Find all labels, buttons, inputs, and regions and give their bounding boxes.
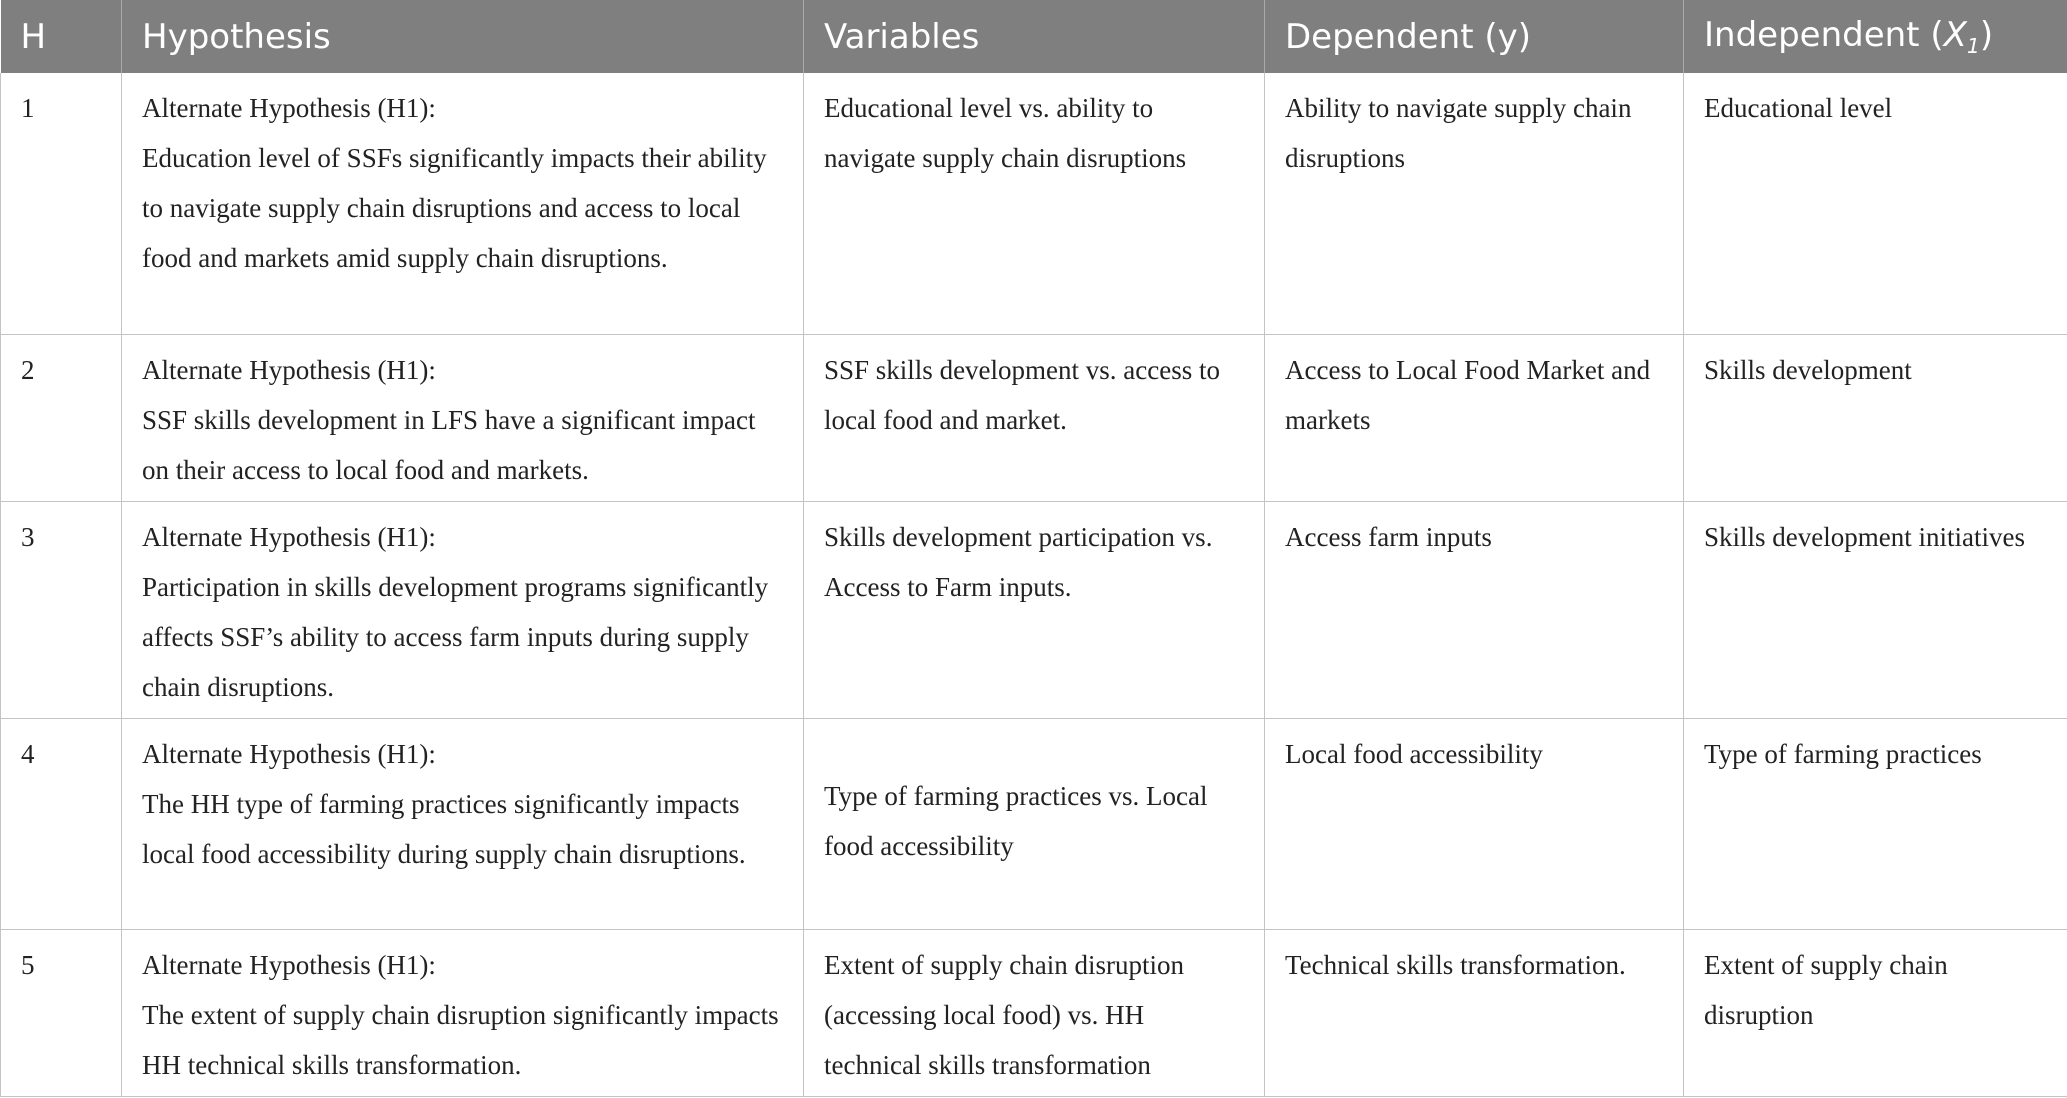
header-h: H: [1, 0, 122, 73]
hypothesis-text: Education level of SSFs significantly impacts their ability to navigate supply chain disruptions and access to local food and markets amid supply chain disruptions.: [142, 143, 767, 273]
cell-independent: Educational level: [1684, 73, 2067, 334]
cell-hypothesis: [122, 718, 804, 929]
cell-variables: SSF skills development vs. access to local food and market.: [804, 334, 1265, 501]
hypothesis-text: SSF skills development in LFS have a significant impact on their access to local food and markets.: [142, 404, 756, 485]
cell-independent: Skills development: [1684, 334, 2067, 501]
hypothesis-label: Alternate Hypothesis (H1):: [142, 354, 436, 385]
cell-independent: Extent of supply chain disruption: [1684, 929, 2067, 1096]
table-header: [1, 0, 2067, 73]
hypothesis-text: The extent of supply chain disruption significantly impacts HH technical skills transformation.: [142, 999, 779, 1080]
header-variables: Variables: [804, 0, 1265, 73]
cell-hypothesis: [122, 501, 804, 718]
cell-dependent: Ability to navigate supply chain disruptions: [1265, 73, 1684, 334]
header-independent: [1684, 0, 2067, 73]
cell-h: 3: [1, 501, 122, 718]
hypothesis-label: Alternate Hypothesis (H1):: [142, 738, 436, 769]
cell-dependent: Access to Local Food Market and markets: [1265, 334, 1684, 501]
header-independent-sub: 1: [1966, 34, 1980, 59]
cell-h: 5: [1, 929, 122, 1096]
cell-hypothesis: [122, 334, 804, 501]
cell-variables: Skills development participation vs. Access to Farm inputs.: [804, 501, 1265, 718]
table-body: [1, 73, 2067, 1096]
cell-independent: Type of farming practices: [1684, 718, 2067, 929]
header-hypothesis: Hypothesis: [122, 0, 804, 73]
header-independent-var: X: [1943, 14, 1967, 55]
table-row: [1, 334, 2067, 501]
cell-dependent: Local food accessibility: [1265, 718, 1684, 929]
header-independent-suffix: ): [1979, 14, 1994, 55]
cell-hypothesis: [122, 929, 804, 1096]
cell-independent: Skills development initiatives: [1684, 501, 2067, 718]
cell-h: 1: [1, 73, 122, 334]
cell-h: 2: [1, 334, 122, 501]
hypothesis-label: Alternate Hypothesis (H1):: [142, 93, 436, 123]
hypothesis-text: The HH type of farming practices significantly impacts local food accessibility during supply chain disruptions.: [142, 788, 746, 869]
header-dependent: Dependent (y): [1265, 0, 1684, 73]
hypothesis-text: Participation in skills development programs significantly affects SSF’s ability to access farm inputs during supply chain disruptions.: [142, 571, 769, 702]
cell-dependent: Access farm inputs: [1265, 501, 1684, 718]
header-independent-prefix: Independent (: [1704, 14, 1944, 55]
cell-variables: Type of farming practices vs. Local food accessibility: [804, 718, 1265, 929]
header-row: [1, 0, 2067, 73]
table-row: [1, 501, 2067, 718]
table-row: [1, 718, 2067, 929]
table-row: [1, 929, 2067, 1096]
hypothesis-label: Alternate Hypothesis (H1):: [142, 949, 436, 980]
hypothesis-label: Alternate Hypothesis (H1):: [142, 521, 436, 552]
cell-h: 4: [1, 718, 122, 929]
cell-hypothesis: [122, 73, 804, 334]
table-row: [1, 73, 2067, 334]
cell-variables: Extent of supply chain disruption (accessing local food) vs. HH technical skills transformation: [804, 929, 1265, 1096]
cell-dependent: Technical skills transformation.: [1265, 929, 1684, 1096]
cell-variables: Educational level vs. ability to navigate supply chain disruptions: [804, 73, 1265, 334]
